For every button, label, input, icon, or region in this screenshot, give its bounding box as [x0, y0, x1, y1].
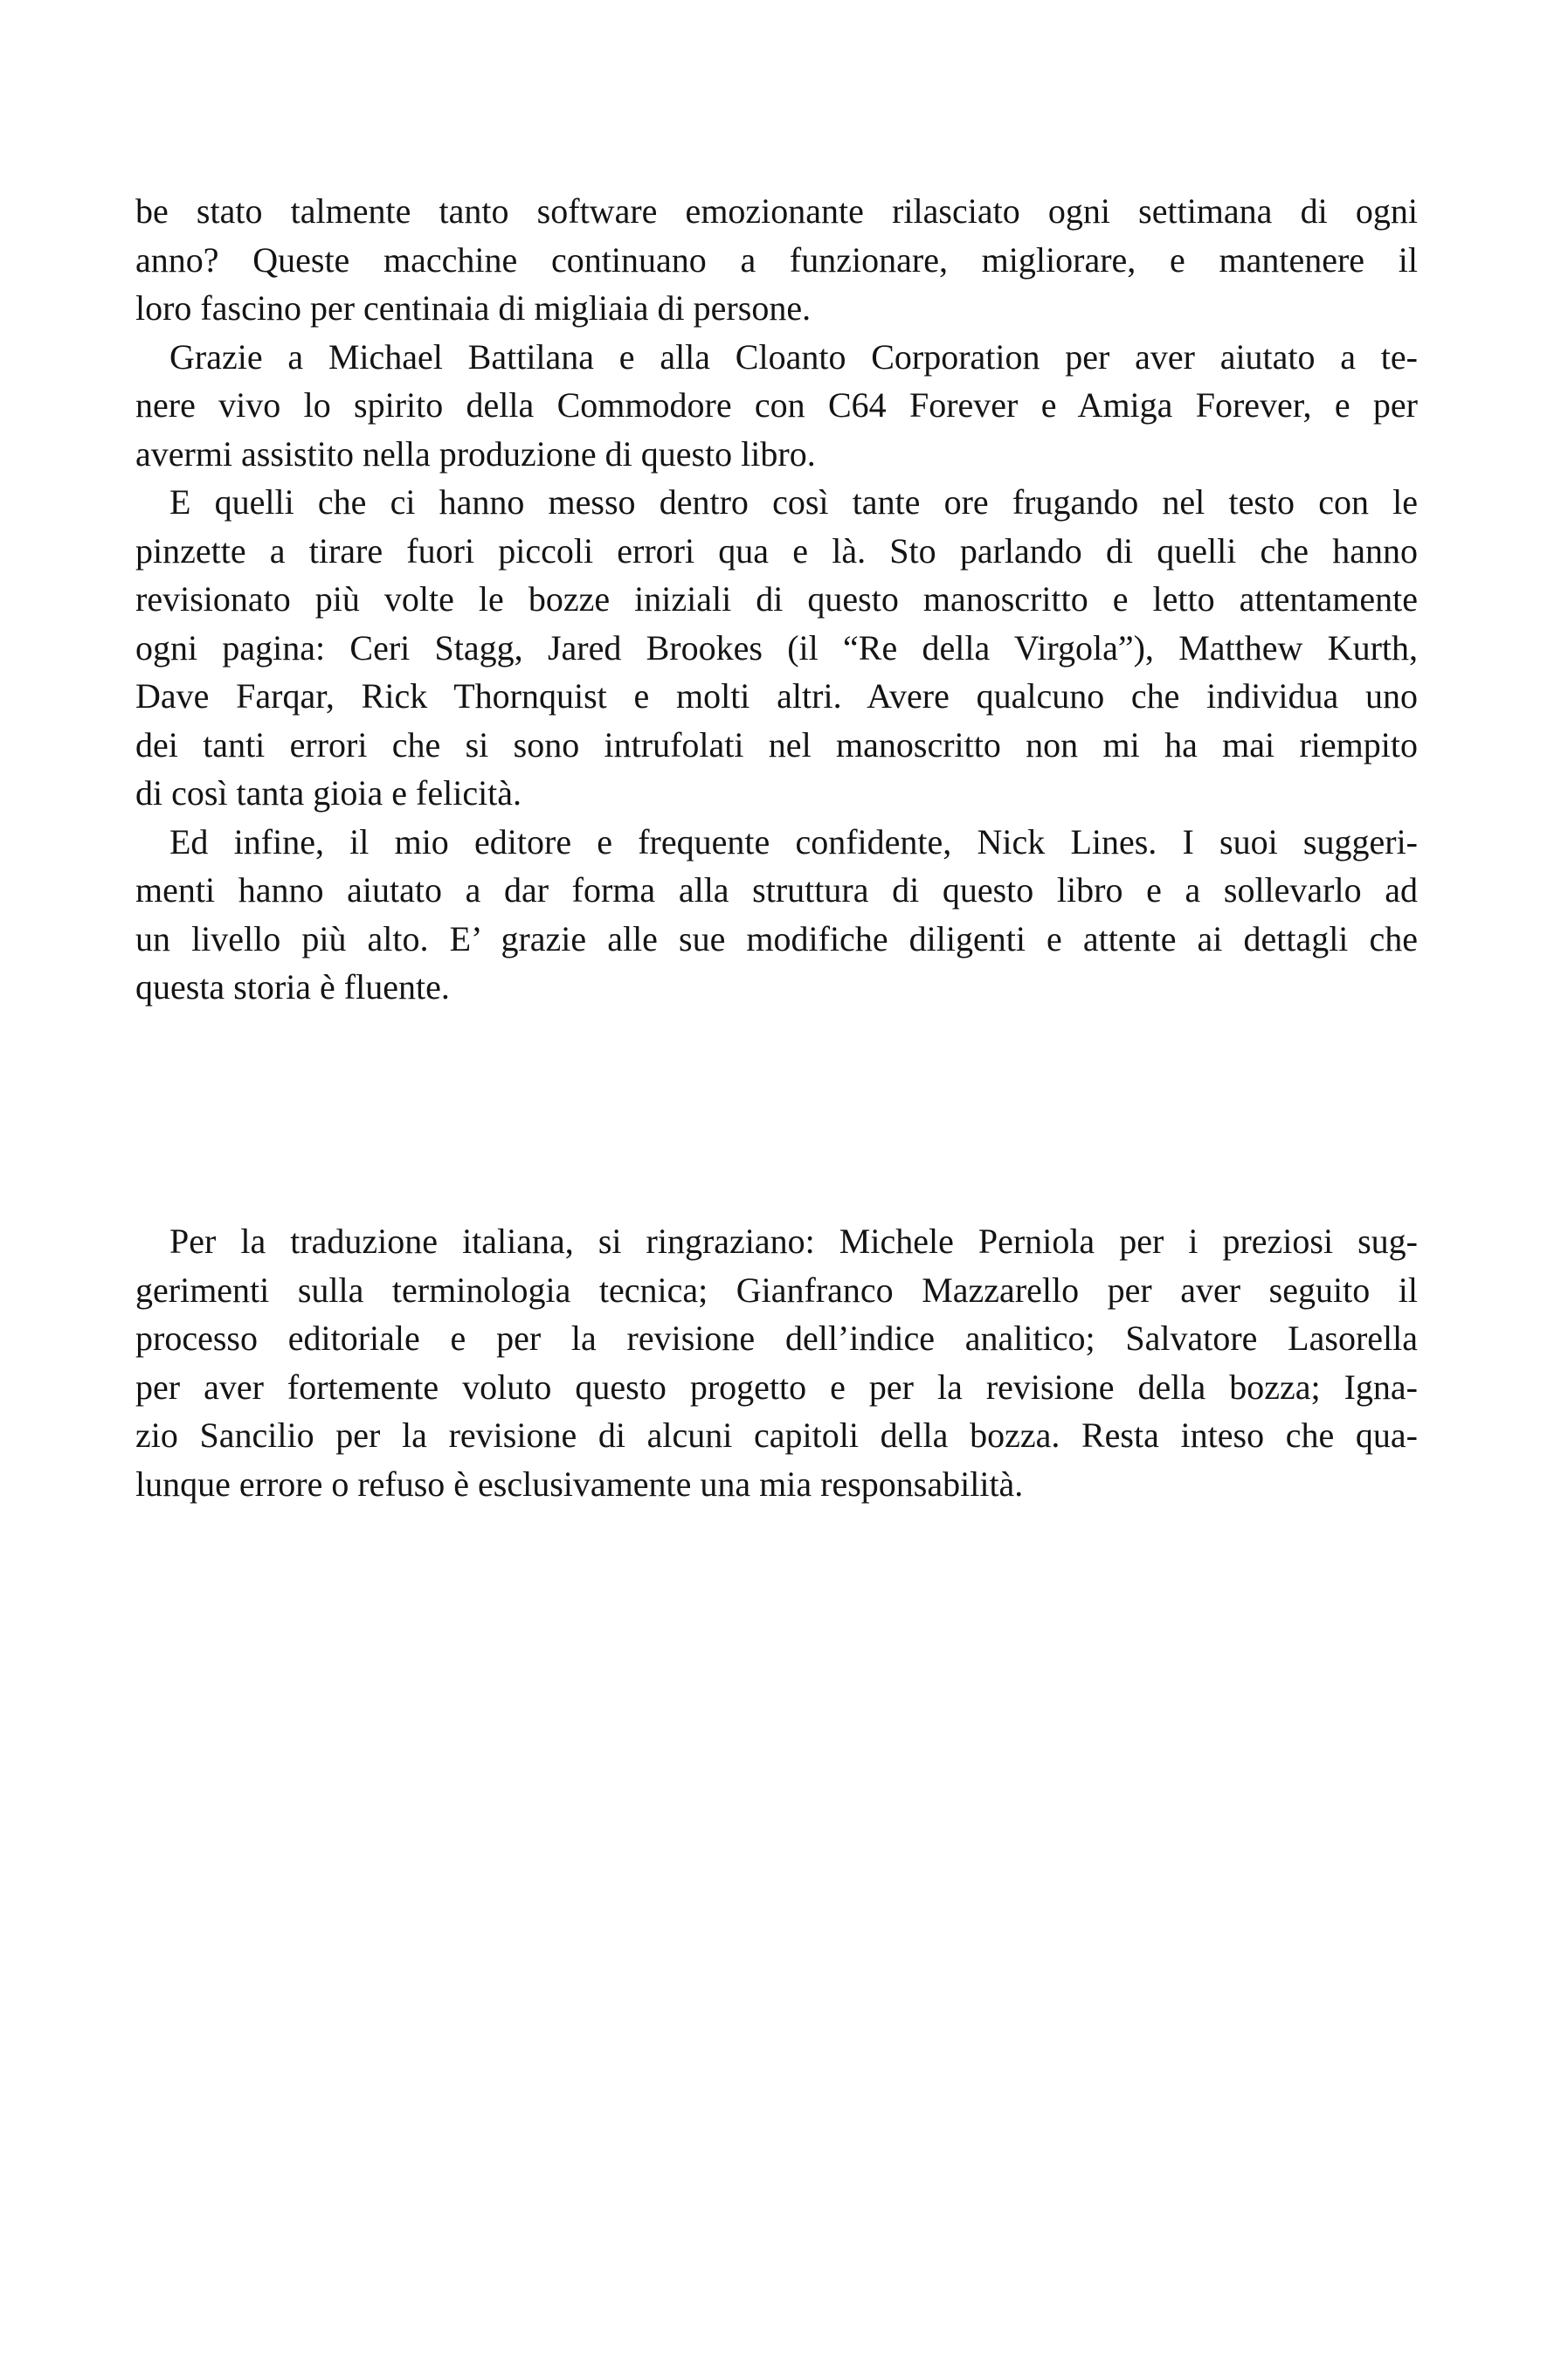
text-line: E quelli che ci hanno messo dentro così tante ore frugando nel testo con le	[169, 482, 1418, 522]
paragraph-cloanto	[135, 333, 1418, 479]
paragraph-continuation	[135, 187, 1418, 333]
text-line: processo editoriale e per la revisione dell’indice analitico; Salvatore Lasorella	[135, 1318, 1418, 1358]
text-line: revisionato più volte le bozze iniziali di questo manoscritto e letto attentamente	[135, 579, 1418, 619]
text-line: un livello più alto. E’ grazie alle sue modifiche diligenti e attente ai dettagli che	[135, 918, 1418, 959]
translation-acknowledgements	[135, 1217, 1418, 1508]
paragraph-proofreaders	[135, 478, 1418, 818]
text-line: avermi assistito nella produzione di questo libro.	[135, 433, 816, 474]
text-line: Grazie a Michael Battilana e alla Cloanto Corporation per aver aiutato a te-	[169, 336, 1418, 377]
text-line: Per la traduzione italiana, si ringraziano: Michele Perniola per i preziosi sug-	[169, 1221, 1418, 1261]
text-line: gerimenti sulla terminologia tecnica; Gianfranco Mazzarello per aver seguito il	[135, 1270, 1418, 1310]
paragraph-translation	[135, 1217, 1418, 1508]
text-line: pinzette a tirare fuori piccoli errori qua e là. Sto parlando di quelli che hanno	[135, 530, 1418, 571]
text-line: loro fascino per centinaia di migliaia di persone.	[135, 288, 812, 328]
acknowledgements-text	[135, 187, 1418, 1012]
text-line: di così tanta gioia e felicità.	[135, 773, 522, 813]
text-line: anno? Queste macchine continuano a funzionare, migliorare, e mantenere il	[135, 239, 1418, 280]
text-line: Dave Farqar, Rick Thornquist e molti altri. Avere qualcuno che individua uno	[135, 676, 1418, 716]
text-line: lunque errore o refuso è esclusivamente una mia responsabilità.	[135, 1464, 1024, 1504]
text-line: dei tanti errori che si sono intrufolati nel manoscritto non mi ha mai riempito	[135, 724, 1418, 765]
text-line: zio Sancilio per la revisione di alcuni capitoli della bozza. Resta inteso che qua-	[135, 1415, 1418, 1455]
text-line: per aver fortemente voluto questo progetto e per la revisione della bozza; Igna-	[135, 1367, 1418, 1407]
text-line: Ed infine, il mio editore e frequente confidente, Nick Lines. I suoi suggeri-	[169, 821, 1418, 862]
text-line: questa storia è fluente.	[135, 967, 450, 1007]
text-line: be stato talmente tanto software emozionante rilasciato ogni settimana di ogni	[135, 191, 1418, 231]
paragraph-editor	[135, 818, 1418, 1012]
text-line: menti hanno aiutato a dar forma alla struttura di questo libro e a sollevarlo ad	[135, 870, 1418, 910]
text-line: ogni pagina: Ceri Stagg, Jared Brookes (il “Re della Virgola”), Matthew Kurth,	[135, 627, 1418, 668]
text-line: nere vivo lo spirito della Commodore con C64 Forever e Amiga Forever, e per	[135, 385, 1418, 425]
